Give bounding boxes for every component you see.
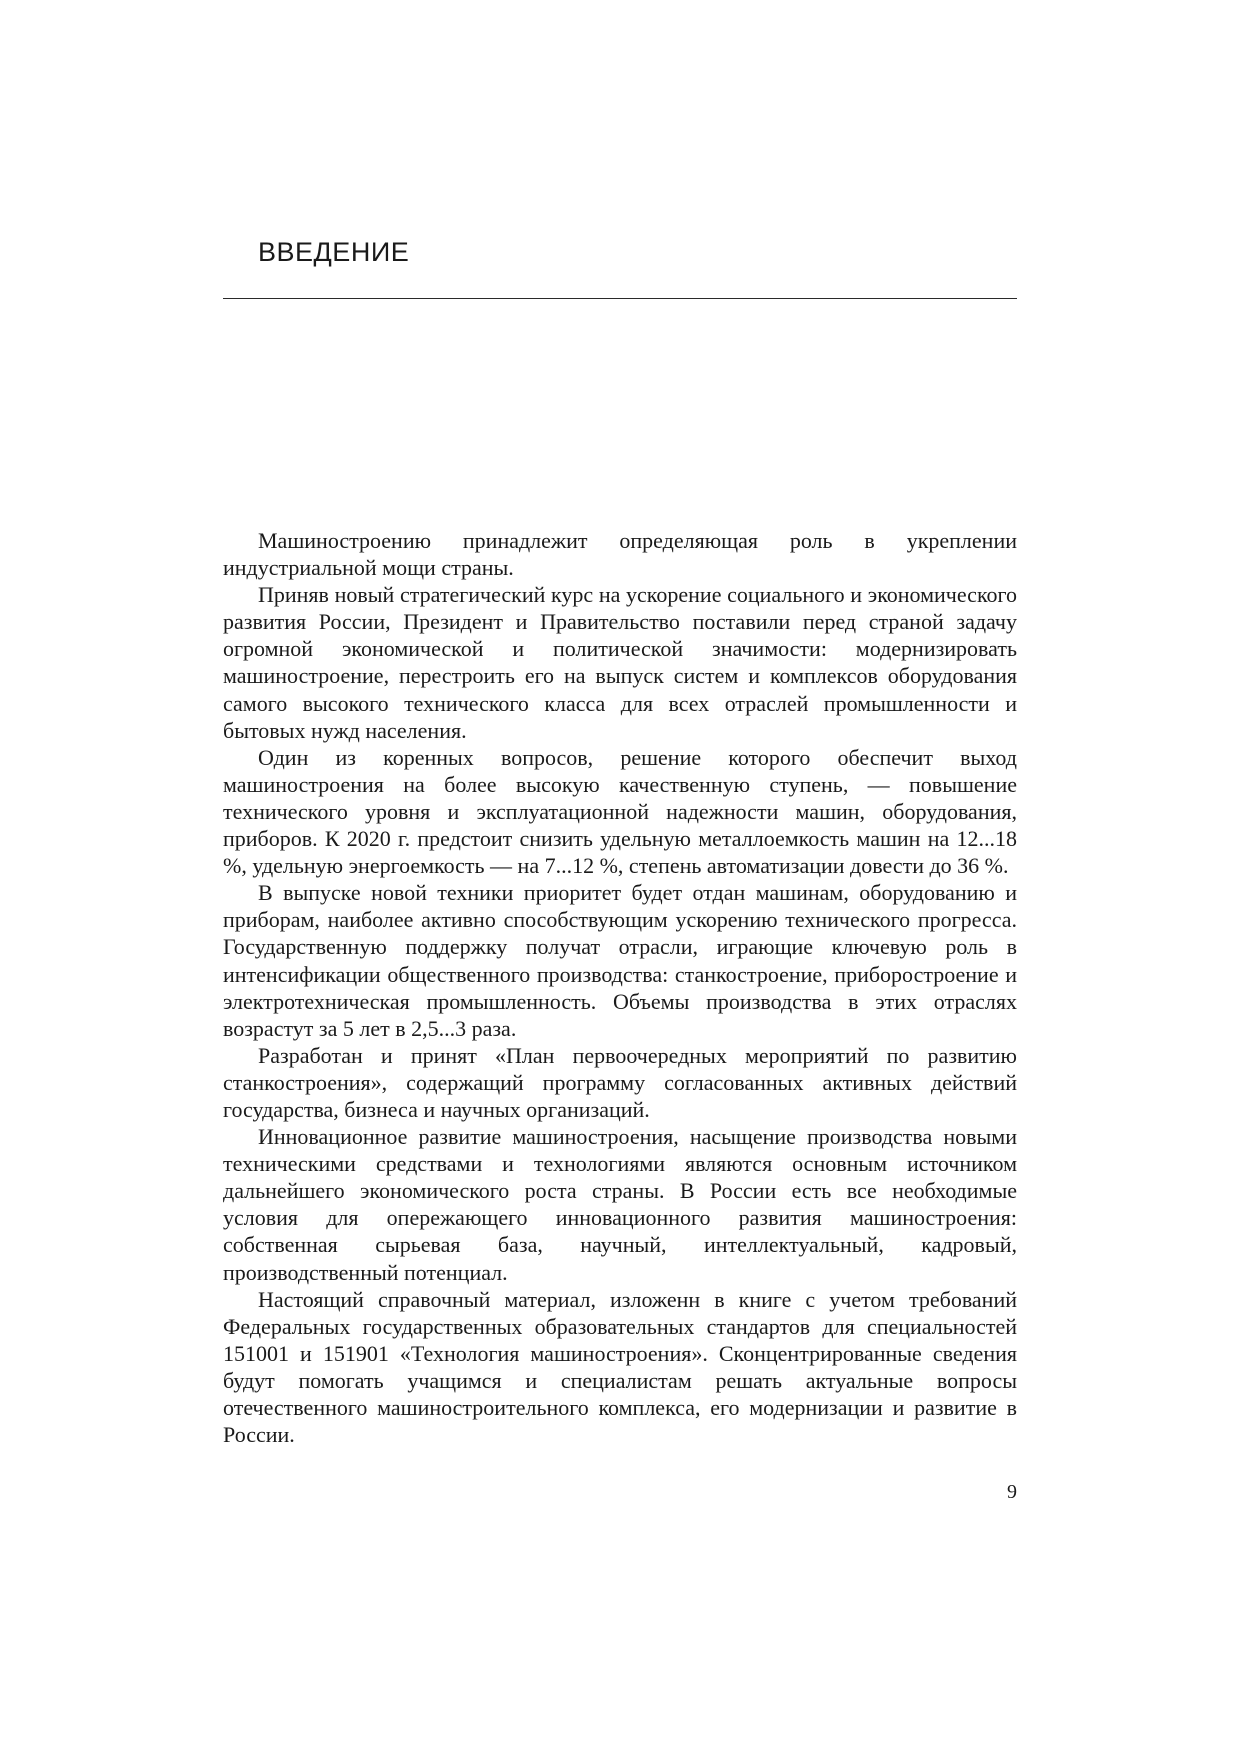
paragraph: Машиностроению принадлежит определяющая роль в укреплении индустриальной мощи страны. bbox=[223, 528, 1017, 581]
page-number: 9 bbox=[1007, 1481, 1017, 1503]
paragraph: В выпуске новой техники приоритет будет отдан машинам, оборудованию и приборам, наиболее активно способствующим ускорению технического прогресса. Государственную поддержку получат отрасли, играющие ключевую роль в интенсификации общественного производства: станкостроение, приборостроение и электротехническая промышленность. Объемы производства в этих отраслях возрастут за 5 лет в 2,5...3 раза. bbox=[223, 880, 1017, 1041]
body-text bbox=[223, 527, 1017, 1448]
paragraph: Приняв новый стратегический курс на ускорение социального и экономического развития России, Президент и Правительство поставили перед страной задачу огромной экономической и политической значимости: модернизировать машиностроение, перестроить его на выпуск систем и комплексов оборудования самого высокого технического класса для всех отраслей промышленности и бытовых нужд населения. bbox=[223, 582, 1017, 743]
paragraph: Настоящий справочный материал, изложенн в книге с учетом требований Федеральных государственных образовательных стандартов для специальностей 151001 и 151901 «Технология машиностроения». Сконцентрированные сведения будут помогать учащимся и специалистам решать актуальные вопросы отечественного машиностроительного комплекса, его модернизации и развитие в России. bbox=[223, 1286, 1017, 1448]
paragraph: Один из коренных вопросов, решение которого обеспечит выход машиностроения на более высокую качественную ступень, — повышение технического уровня и эксплуатационной надежности машин, оборудования, приборов. К 2020 г. предстоит снизить удельную металлоемкость машин на 12...18 %, удельную энергоемкость — на 7...12 %, степень автоматизации довести до 36 %. bbox=[223, 744, 1017, 879]
paragraph: Инновационное развитие машиностроения, насыщение производства новыми техническими средствами и технологиями являются основным источником дальнейшего экономического роста страны. В России есть все необходимые условия для опережающего инновационного развития машиностроения: собственная сырьевая база, научный, интеллектуальный, кадровый, производственный потенциал. bbox=[223, 1124, 1017, 1285]
title-divider bbox=[223, 298, 1017, 299]
chapter-title: ВВЕДЕНИЕ bbox=[258, 237, 410, 267]
paragraph: Разработан и принят «План первоочередных мероприятий по развитию станкостроения», содержащий программу согласованных активных действий государства, бизнеса и научных организаций. bbox=[223, 1042, 1017, 1122]
